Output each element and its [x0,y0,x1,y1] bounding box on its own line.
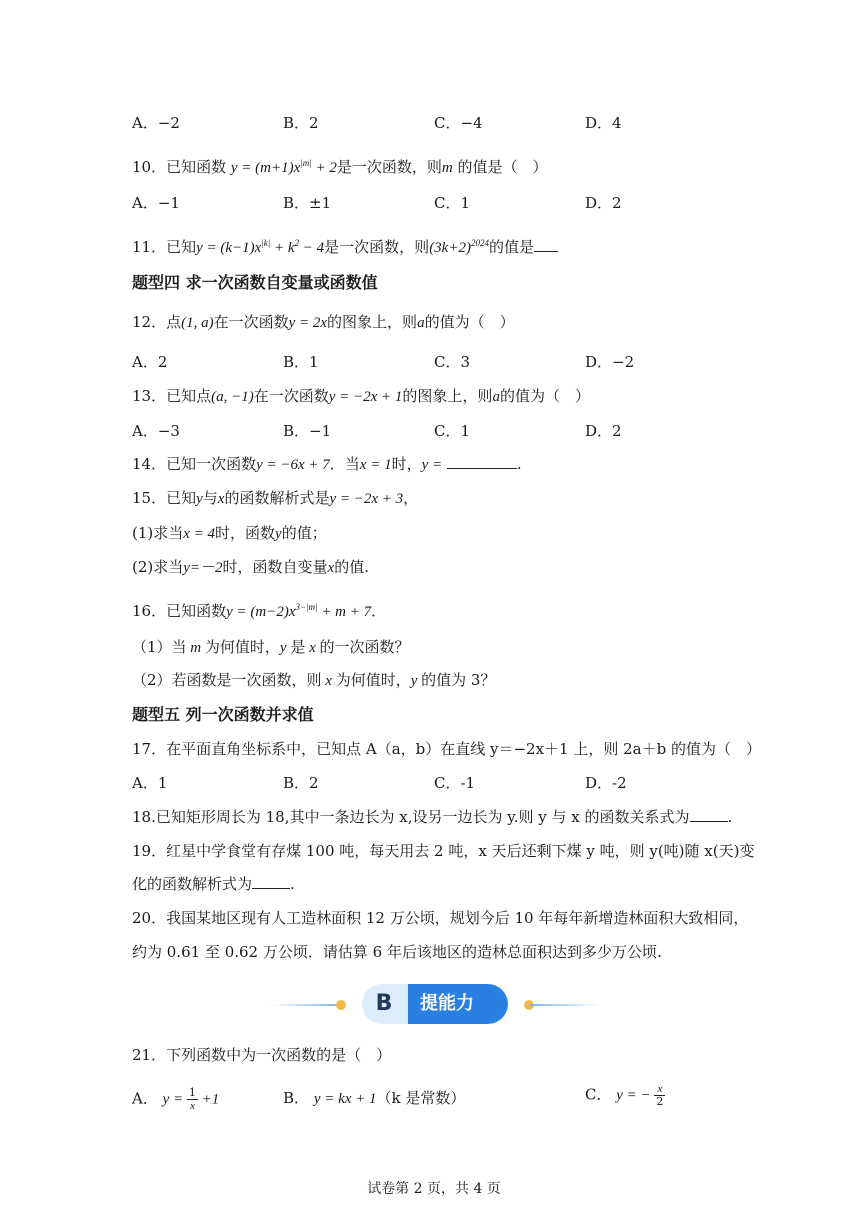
q20-line2: 约为 0.61 至 0.62 万公顷．请估算 6 年后该地区的造林总面积达到多少万公顷. [132,943,662,961]
option-b: B．2 [283,114,319,132]
banner-rule-right [530,1004,600,1006]
banner-letter: B [375,991,393,1016]
option-d: D．4 [585,114,622,132]
q19-line1: 19．红星中学食堂有存煤 100 吨，每天用去 2 吨，x 天后还剩下煤 y 吨，则 y(吨)随 x(天)变 [132,842,755,860]
option-c: C．−4 [434,114,483,132]
q15-stem: 15．已知y与x的函数解析式是y = −2x + 3， [132,489,419,507]
q16-part1: （1）当 m 为何值时，y 是 x 的一次函数？ [132,638,410,656]
option-c: C．3 [434,353,471,371]
option-a: A．−2 [132,114,180,132]
fraction: $\frac{x}{2}$ [656,1083,664,1108]
answer-blank [447,454,517,469]
q19-line2: 化的函数解析式为 . [132,875,295,893]
fraction: $\frac{1}{x}$ [188,1086,196,1112]
option-b: B．1 [283,353,319,371]
option-d: D．2 [585,422,622,440]
q10-options [132,192,772,214]
option-c: C．1 [434,422,471,440]
option-d: D．−2 [585,353,635,371]
q15-part2: (2)求当y=－2时，函数自变量x的值. [132,558,369,576]
answer-blank [252,874,290,889]
answer-blank [690,807,728,822]
option-c: C．-1 [434,774,476,792]
section-banner [270,984,600,1026]
q16-part2: （2）若函数是一次函数，则 x 为何值时，y 的值为 3？ [132,671,496,689]
section-heading: 题型四 求一次函数自变量或函数值 [132,273,378,292]
q10-stem: 10．已知函数 $y = (m+1)x^{|m|} + 2$是一次函数，则m 的值是（ ） [132,158,548,176]
option-b: B．2 [283,774,319,792]
answer-blank [534,237,558,252]
q13-options [132,420,772,442]
q12-stem: 12．点(1, a)在一次函数y = 2x的图象上，则a的值为（ ） [132,313,515,331]
option-b: B．±1 [283,194,332,212]
q18-stem: 18.已知矩形周长为 18,其中一条边长为 x,设另一边长为 y.则 y 与 x 的函数关系式为 . [132,808,733,826]
option-a: A． y = $\frac{1}{x}$ +1 [132,1086,220,1112]
option-c: C． y = − $\frac{x}{2}$ [585,1083,664,1108]
q9-options [132,112,772,134]
option-a: A．2 [132,353,168,371]
q15-part1: (1)求当x = 4时，函数y的值； [132,524,327,542]
formula: $y = (m-2)x^{3-|m|} + m + 7$ [226,602,372,620]
q21-options [132,1083,772,1117]
option-c: C．1 [434,194,471,212]
banner-rule-left [270,1004,340,1006]
q12-options [132,351,772,373]
option-d: D．2 [585,194,622,212]
q17-stem: 17．在平面直角坐标系中，已知点 A（a，b）在直线 y＝−2x＋1 上，则 2a＋b 的值为（ ） [132,740,761,758]
option-a: A．−1 [132,194,180,212]
option-d: D．-2 [585,774,627,792]
banner-dot-left [336,1000,346,1010]
section-heading: 题型五 列一次函数并求值 [132,705,314,724]
q16-stem: 16．已知函数$y = (m-2)x^{3-|m|} + m + 7$． [132,602,387,620]
q21-stem: 21．下列函数中为一次函数的是（ ） [132,1046,392,1064]
q17-options [132,772,772,794]
q13-stem: 13．已知点(a, −1)在一次函数y = −2x + 1的图象上，则a的值为（ ） [132,387,590,405]
q20-line1: 20．我国某地区现有人工造林面积 12 万公顷，规划今后 10 年每年新增造林面积大致相同， [132,909,749,927]
option-a: A．−3 [132,422,180,440]
banner-pill [362,984,508,1024]
q11-stem: 11．已知$y = (k-1)x^{|k|} + k^2 - 4$是一次函数，则$(3k+2)^{2024}$的值是 [132,232,558,259]
formula: $y = (k-1)x^{|k|} + k^2 - 4$ [196,238,325,256]
q14-stem: 14．已知一次函数y = −6x + 7．当x = 1时，y = . [132,455,522,473]
option-b: B．−1 [283,422,332,440]
banner-label: 提能力 [408,984,508,1024]
formula: $y = (m+1)x^{|m|} + 2$ [230,158,337,176]
option-a: A．1 [132,774,168,792]
page-footer: 试卷第 2 页，共 4 页 [367,1181,501,1197]
option-b: B． y = kx + 1（k 是常数） [283,1089,466,1107]
